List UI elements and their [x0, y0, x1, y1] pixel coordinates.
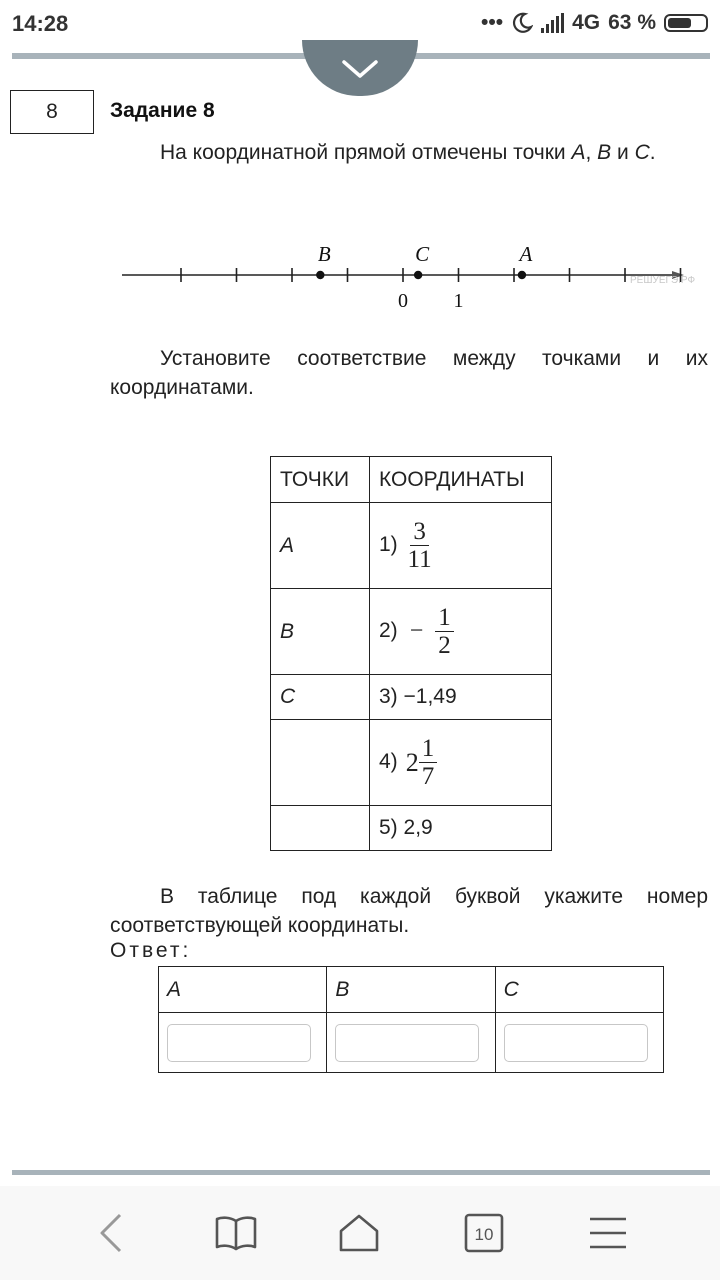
point-cell: B: [271, 589, 370, 675]
network-type: 4G: [572, 11, 601, 34]
point-label-a: A: [519, 242, 533, 266]
answer-input-b[interactable]: [335, 1024, 479, 1062]
menu-button[interactable]: [568, 1186, 648, 1280]
bookmarks-icon: [214, 1213, 258, 1253]
bottom-divider: [12, 1170, 710, 1175]
battery-icon: [664, 14, 708, 32]
status-indicators: [481, 11, 708, 35]
point-c: [414, 271, 422, 279]
point-b: [316, 271, 324, 279]
menu-icon: [586, 1213, 630, 1253]
answer-input-c[interactable]: [504, 1024, 648, 1062]
instruction-text: Установите соответствие между точками и их координатами.: [110, 347, 708, 399]
tabs-icon: [462, 1211, 506, 1255]
bottom-navigation-bar: [0, 1186, 720, 1280]
point-label-c: C: [415, 242, 430, 266]
table-row: [271, 806, 552, 851]
dots-indicator: •••: [481, 11, 504, 34]
back-icon: [92, 1211, 132, 1255]
battery-text: 63 %: [608, 11, 656, 34]
bookmarks-button[interactable]: [196, 1186, 276, 1280]
point-a: [518, 271, 526, 279]
table-row: [271, 589, 552, 675]
point-cell: [271, 720, 370, 806]
answer-input-row: [159, 1013, 664, 1073]
collapse-tab[interactable]: [302, 40, 418, 96]
fraction: $\frac{3}{11}$: [407, 518, 432, 573]
table-row: [271, 720, 552, 806]
answer-instruction: В таблице под каждой буквой укажите номер соответствующей координаты.: [110, 885, 708, 937]
status-time: 14:28: [12, 11, 69, 36]
chevron-down-icon: [302, 40, 418, 96]
fraction: $\frac{1}{2}$: [435, 604, 454, 659]
tabs-button[interactable]: [444, 1186, 524, 1280]
number-line: [110, 230, 710, 320]
answer-label: Ответ:: [110, 939, 192, 962]
tick-label-1: 1: [453, 290, 464, 312]
table-row: [271, 503, 552, 589]
correspondence-table: [270, 456, 552, 851]
table-header-row: [271, 457, 552, 503]
tick-label-0: 0: [398, 290, 408, 312]
point-label-b: B: [317, 242, 331, 266]
signal-icon: [541, 13, 564, 33]
header-coordinates: КООРДИНАТЫ: [370, 457, 552, 503]
watermark: РЕШУЕГЭ.РФ: [630, 275, 696, 286]
fraction: $\frac{1}{7}$: [419, 735, 438, 790]
number-line-points: [316, 242, 532, 279]
answer-table: [158, 966, 664, 1073]
answer-column-c: C: [495, 967, 663, 1013]
table-row: [271, 675, 552, 720]
point-cell: C: [271, 675, 370, 720]
home-icon: [337, 1211, 381, 1255]
question-text: На координатной прямой отмечены точки A, B и C.: [160, 141, 656, 164]
answer-header-row: [159, 967, 664, 1013]
coordinate-cell: 4) 2 $\frac{1}{7}$: [370, 720, 552, 806]
coordinate-cell: 1) $\frac{3}{11}$: [370, 503, 552, 589]
moon-icon: [511, 12, 533, 34]
answer-column-b: B: [327, 967, 495, 1013]
back-button[interactable]: [72, 1186, 152, 1280]
point-cell: A: [271, 503, 370, 589]
header-points: ТОЧКИ: [271, 457, 370, 503]
answer-input-a[interactable]: [167, 1024, 311, 1062]
coordinate-cell: 2) − $\frac{1}{2}$: [370, 589, 552, 675]
point-cell: [271, 806, 370, 851]
tabs-count: 10: [474, 1225, 494, 1244]
answer-column-a: A: [159, 967, 327, 1013]
number-line-tick-labels: [398, 290, 464, 312]
coordinate-cell: 5) 2,9: [370, 806, 552, 851]
home-button[interactable]: [319, 1186, 399, 1280]
task-number-box: 8: [10, 90, 94, 134]
coordinate-cell: 3) −1,49: [370, 675, 552, 720]
task-title: Задание 8: [110, 99, 215, 122]
